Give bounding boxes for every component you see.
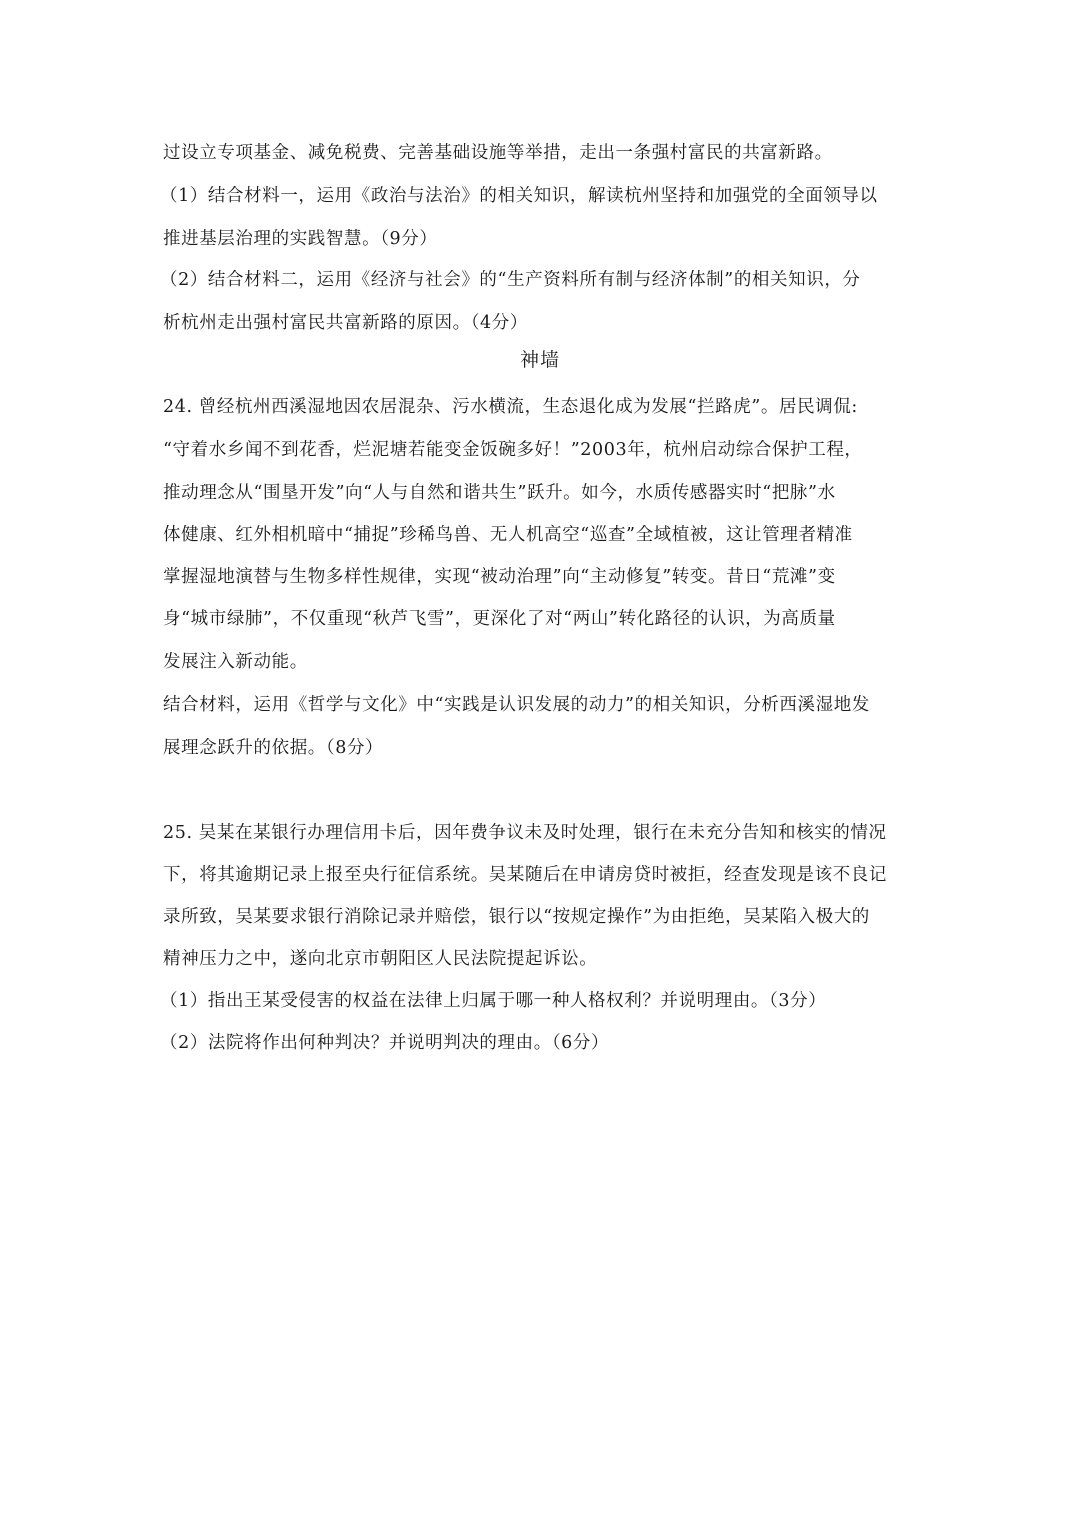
q24-line7: 发展注入新动能。 [163,652,308,672]
q25-line1: 25. 吴某在某银行办理信用卡后，因年费争议未及时处理，银行在未充分告知和核实的情况 [163,823,887,843]
q23-sub2-line1: （2）结合材料二，运用《经济与社会》的“生产资料所有制与经济体制”的相关知识，分 [160,270,861,290]
q23-sub2-line2: 析杭州走出强村富民共富新路的原因。（4分） [163,313,528,333]
q24-line1: 24. 曾经杭州西溪湿地因农居混杂、污水横流，生态退化成为发展“拦路虎”。居民调侃: [163,397,858,417]
q24-line2: “守着水乡闻不到花香，烂泥塘若能变金饭碗多好！”2003年，杭州启动综合保护工程， [163,440,863,460]
q25-line2: 下，将其逾期记录上报至央行征信系统。吴某随后在申请房贷时被拒，经查发现是该不良记 [163,865,887,885]
q25-line4: 精神压力之中，遂向北京市朝阳区人民法院提起诉讼。 [163,949,598,969]
q23-sub1-line1: （1）结合材料一，运用《政治与法治》的相关知识，解读杭州坚持和加强党的全面领导以 [160,186,878,206]
q25-sub1: （1）指出王某受侵害的权益在法律上归属于哪一种人格权利？并说明理由。（3分） [160,991,827,1011]
q24-line6: 身“城市绿肺”，不仅重现“秋芦飞雪”，更深化了对“两山”转化路径的认识，为高质量 [163,609,836,629]
q24-line4: 体健康、红外相机暗中“捕捉”珍稀鸟兽、无人机高空“巡查”全域植被，这让管理者精准 [163,525,853,545]
q23-sub1-line2: 推进基层治理的实践智慧。（9分） [163,229,438,249]
section-heading: 神墙 [519,349,560,371]
q25-line3: 录所致，吴某要求银行消除记录并赔偿，银行以“按规定操作”为由拒绝，吴某陷入极大的 [163,907,870,927]
q24-line5: 掌握湿地演替与生物多样性规律，实现“被动治理”向“主动修复”转变。昔日“荒滩”变 [163,567,836,587]
q25-sub2: （2）法院将作出何种判决？并说明判决的理由。（6分） [160,1033,610,1053]
q24-line3: 推动理念从“围垦开发”向“人与自然和谐共生”跃升。如今，水质传感器实时“把脉”水 [163,483,836,503]
q23-material-tail: 过设立专项基金、减免税费、完善基础设施等举措，走出一条强村富民的共富新路。 [163,143,833,163]
q24-task-line1: 结合材料，运用《哲学与文化》中“实践是认识发展的动力”的相关知识，分析西溪湿地发 [163,695,870,715]
q24-task-line2: 展理念跃升的依据。（8分） [163,738,384,758]
